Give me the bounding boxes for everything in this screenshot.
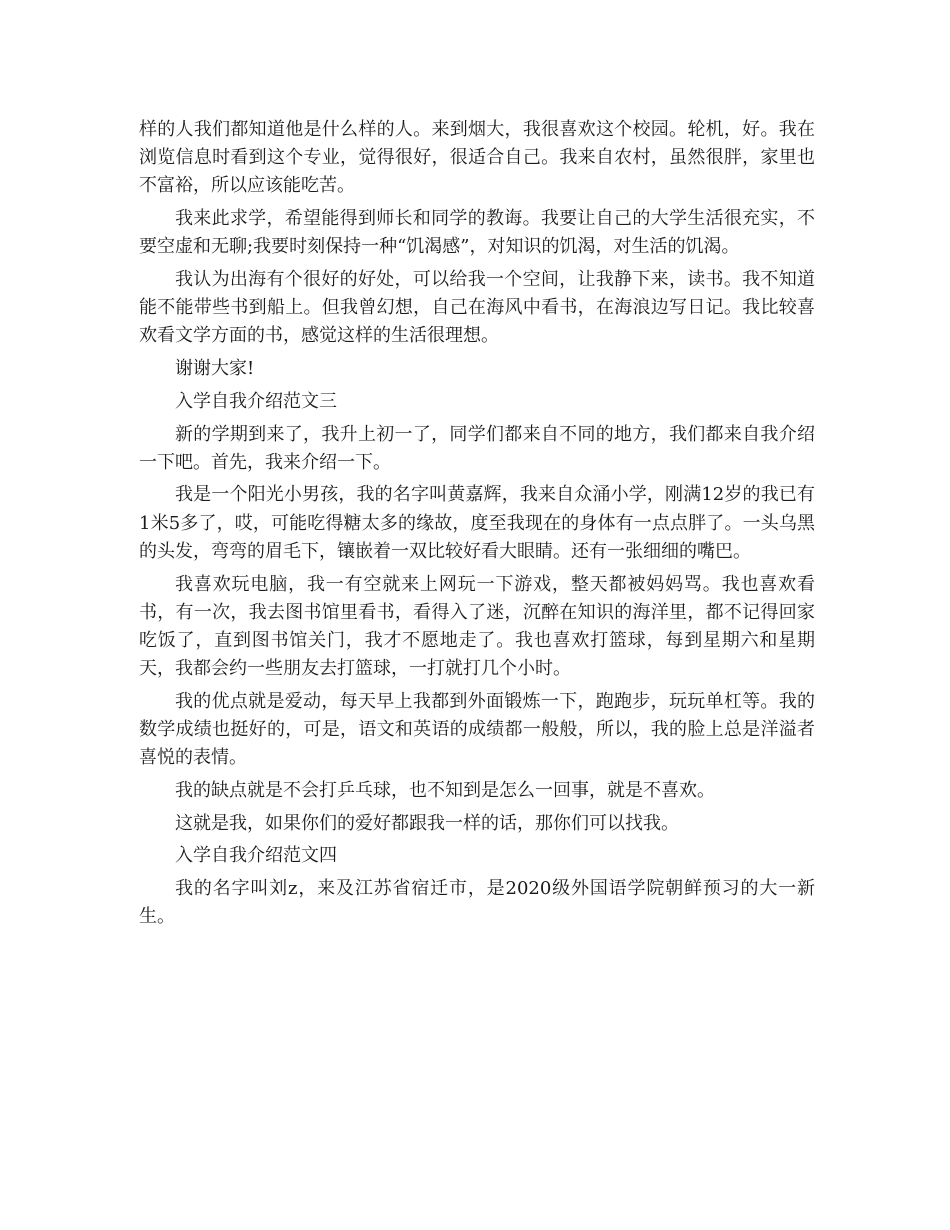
paragraph: 我喜欢玩电脑，我一有空就来上网玩一下游戏，整天都被妈妈骂。我也喜欢看书，有一次，我去图书馆里看书，看得入了迷，沉醉在知识的海洋里，都不记得回家吃饭了，直到图书馆关门，我才不愿地走了。我也喜欢打篮球，每到星期六和星期天，我都会约一些朋友去打篮球，一打就打几个小时。 (139, 573, 815, 680)
paragraph: 我的名字叫刘z，来及江苏省宿迁市，是2020级外国语学院朝鲜预习的大一新生。 (139, 878, 815, 928)
section-heading: 入学自我介绍范文三 (175, 390, 337, 412)
paragraph: 我来此求学，希望能得到师长和同学的教诲。我要让自己的大学生活很充实，不要空虚和无聊;我要时刻保持一种“饥渴感”，对知识的饥渴，对生活的饥渴。 (139, 208, 815, 258)
paragraph: 我的缺点就是不会打乒乓球，也不知到是怎么一回事，就是不喜欢。 (175, 779, 715, 801)
paragraph: 我认为出海有个很好的好处，可以给我一个空间，让我静下来，读书。我不知道能不能带些书到船上。但我曾幻想，自己在海风中看书，在海浪边写日记。我比较喜欢看文学方面的书，感觉这样的生活很理想。 (139, 269, 815, 347)
paragraph: 我是一个阳光小男孩，我的名字叫黄嘉辉，我来自众涌小学，刚满12岁的我已有1米5多了，哎，可能吃得糖太多的缘故，度至我现在的身体有一点点胖了。一头乌黑的头发，弯弯的眉毛下，镶嵌着一双比较好看大眼睛。还有一张细细的嘴巴。 (139, 484, 815, 562)
paragraph: 这就是我，如果你们的爱好都跟我一样的话，那你们可以找我。 (175, 812, 679, 834)
paragraph-continued: 样的人我们都知道他是什么样的人。来到烟大，我很喜欢这个校园。轮机，好。我在浏览信息时看到这个专业，觉得很好，很适合自己。我来自农村，虽然很胖，家里也不富裕，所以应该能吃苦。 (139, 119, 815, 197)
paragraph: 新的学期到来了，我升上初一了，同学们都来自不同的地方，我们都来自我介绍一下吧。首先，我来介绍一下。 (139, 423, 815, 473)
paragraph: 我的优点就是爱动，每天早上我都到外面锻炼一下，跑跑步，玩玩单杠等。我的数学成绩也挺好的，可是，语文和英语的成绩都一般般，所以，我的脸上总是洋溢者喜悦的表情。 (139, 690, 815, 769)
paragraph-closing: 谢谢大家! (175, 358, 255, 380)
document-body (139, 116, 815, 936)
section-heading: 入学自我介绍范文四 (175, 845, 337, 867)
